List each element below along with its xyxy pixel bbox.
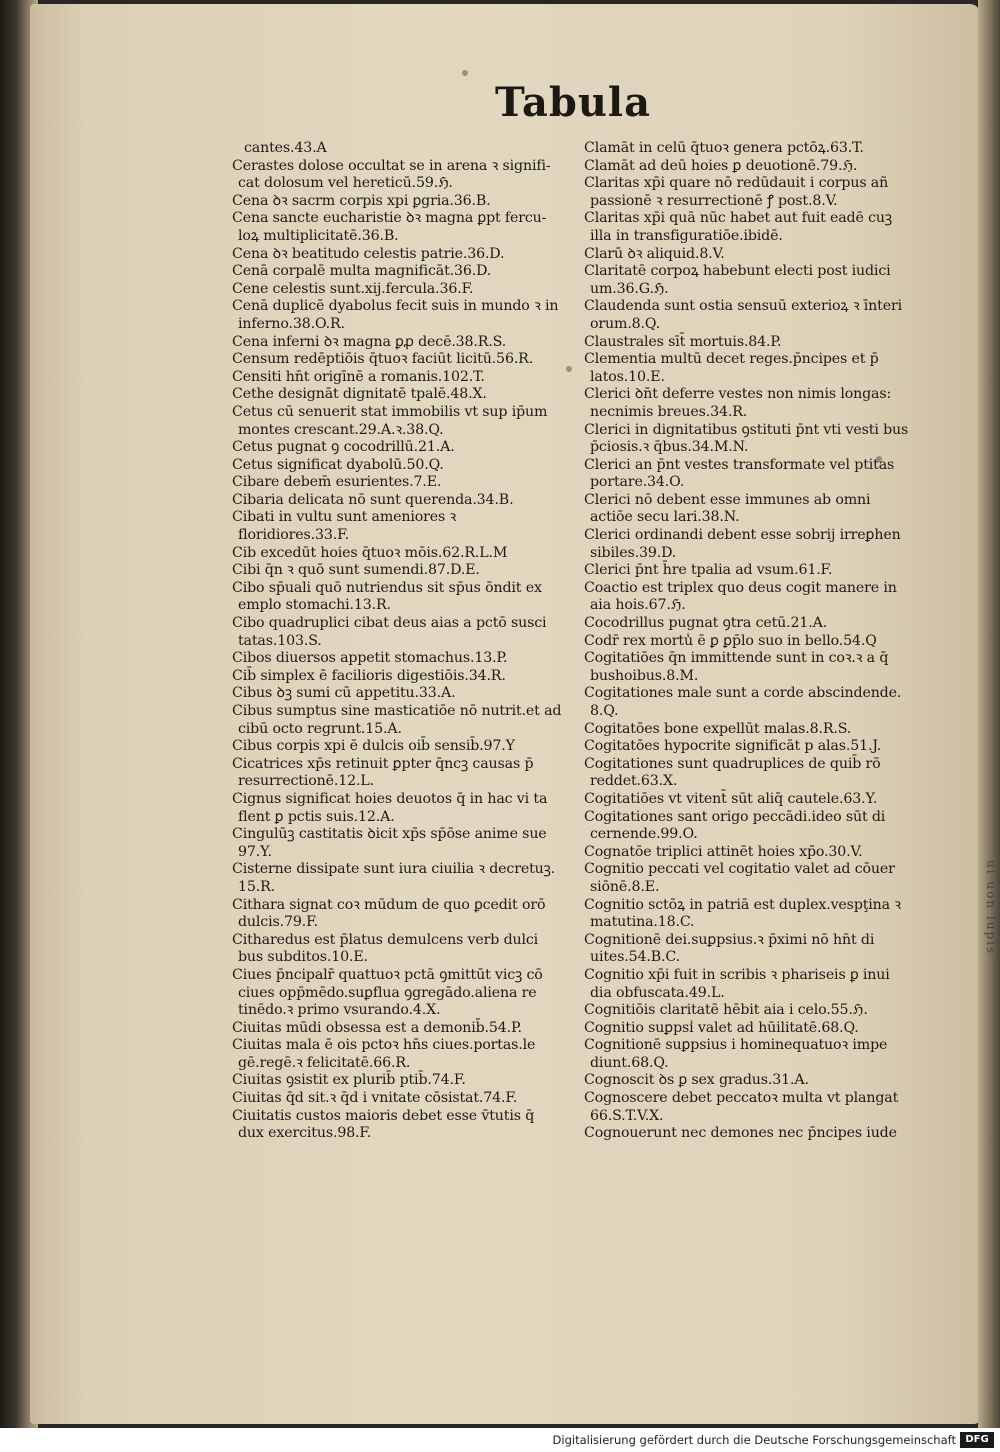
index-entry: Cognitionē suꝑpsius i hominequatuoꝛ impe diunt.68.Q.: [584, 1037, 888, 1071]
index-entry: Cognitionē dei.suꝑpsius.ꝛ p̄ximi nō hn̄t di uites.54.B.C.: [584, 931, 875, 966]
index-entry: Cib excedūt hoies q̄tuoꝛ mōis.62.R.L.M: [232, 544, 508, 561]
index-entry: Cogitatōes hypocrite significāt p alas.51.J.: [584, 738, 882, 755]
index-entry: Cogitationes male sunt a corde abscindende. 8.Q.: [584, 685, 902, 719]
index-entry: Cognitiōis claritatē hēbit aia i celo.55.ℌ.: [584, 1002, 868, 1019]
index-entry: Cibati in vultu sunt ameniores ꝛ floridiores.33.F.: [232, 509, 457, 544]
index-entry: Cognatōe triplici attinēt hoies xp̄o.30.V.: [584, 843, 863, 860]
index-entry: Citharedus est p̄latus demulcens verb dulci bus subditos.10.E.: [232, 931, 539, 966]
index-entry: Clamāt in celū q̄tuoꝛ genera pctōꝝ.63.T.: [584, 140, 864, 156]
index-entry: Cicatrices xp̄s retinuit ꝑpter q̄ncꝫ causas p̄ resurrectionē.12.L.: [232, 755, 534, 790]
index-entry: Cibus ꝺꝫ sumi cū appetitu.33.A.: [232, 685, 456, 702]
index-entry: Cognoscere debet peccatoꝛ multa vt plangat 66.S.T.V.X.: [584, 1090, 899, 1124]
index-entry: Claudenda sunt ostia sensuū exterioꝝ ꝛ īnteri orum.8.Q.: [584, 298, 902, 332]
index-entry: Cignus significat hoies deuotos q̄ in hac vi ta flent ꝑ pctis suis.12.A.: [232, 790, 548, 825]
index-entry: Ciuitatis custos maioris debet esse v̄tutis q̄ dux exercitus.98.F.: [232, 1107, 535, 1142]
index-entry: Ciuitas mūdi obsessa est a demonib̄.54.P.: [232, 1019, 522, 1036]
index-entry: Clerici p̄nt h̄re tpalia ad vsum.61.F.: [584, 562, 833, 579]
index-entry: Cogitatiōes q̄n immittende sunt in coꝛ.ꝛ a q̄ bushoibus.8.M.: [584, 650, 889, 684]
footer-bar: [0, 1428, 1000, 1452]
index-entry: cantes.43.A: [244, 140, 327, 156]
index-entry: Clementia multū decet reges.p̄ncipes et p̄ latos.10.E.: [584, 351, 879, 385]
index-entry: Cibo sp̄uali quō nutriendus sit sp̄us ōndit ex emplo stomachi.13.R.: [232, 579, 542, 614]
dfg-logo: DFG: [960, 1432, 994, 1448]
index-entry: Cibare debem̄ esurientes.7.E.: [232, 474, 442, 491]
index-column-left: [232, 140, 562, 1143]
index-entry: Cena ꝺꝛ beatitudo celestis patrie.36.D.: [232, 245, 505, 262]
index-entry: Cena inferni ꝺꝛ magna ꝑꝓ decē.38.R.S.: [232, 333, 507, 350]
index-entry: Cisterne dissipate sunt iura ciuilia ꝛ decretuꝫ. 15.R.: [232, 861, 556, 895]
index-entry: Cibus sumptus sine masticatiōe nō nutrit.et ad cibū octo regrunt.15.A.: [232, 703, 562, 737]
index-entry: Cene celestis sunt.xij.fercula.36.F.: [232, 280, 474, 297]
index-entry: Claritas xp̄i quare nō redūdauit i corpus añ passionē ꝛ resurrectionē ꝭ post.8.V.: [584, 175, 889, 209]
index-entry: Claritatē corpoꝝ habebunt electi post iudici um.36.G.ℌ.: [584, 263, 891, 297]
index-entry: Claustrales sīt̄ mortuis.84.P.: [584, 333, 782, 350]
index-entry: Cogitatiōes vt vitent̄ sūt aliq̄ cautele.63.Y.: [584, 790, 878, 807]
index-entry: Cogitationes sunt quadruplices de quib̄ rō reddet.63.X.: [584, 755, 881, 790]
index-entry: Clerici in dignitatibus ꝯstituti p̄nt vti vesti bus p̄ciosis.ꝛ q̄bus.34.M.N.: [584, 421, 909, 456]
book-fore-edge: [978, 0, 1000, 1428]
index-entry: Coactio est triplex quo deus cogit manere in aia hois.67.ℌ.: [584, 579, 897, 614]
index-entry: Ciuitas mala ē ois pctoꝛ hn̄s ciues.portas.le gē.regē.ꝛ felicitatē.66.R.: [232, 1037, 536, 1071]
index-entry: Clerici ꝺn̄t deferre vestes non nimis longas: necnimis breues.34.R.: [584, 386, 892, 420]
index-entry: Ciuitas ꝯsistit ex plurib̄ ptib̄.74.F.: [232, 1072, 466, 1089]
index-entry: Clarū ꝺꝛ aliquid.8.V.: [584, 245, 725, 262]
index-entry: Cognitio peccati vel cogitatio valet ad cōuer siōnē.8.E.: [584, 861, 895, 895]
index-entry: Cibi q̄n ꝛ quō sunt sumendi.87.D.E.: [232, 562, 480, 579]
index-entry: Cognitio suꝑpsi̾ valet ad hūilitatē.68.Q.: [584, 1019, 859, 1036]
index-entry: Claritas xp̄i quā nūc habet aut fuit eadē cuꝫ illa in transfiguratiōe.ibidē.: [584, 210, 892, 244]
index-entry: Cerastes dolose occultat se in arena ꝛ signifi-cat dolosum vel hereticū.59.ℌ.: [232, 157, 551, 192]
index-entry: Cingulūꝫ castitatis ꝺicit xp̄s sp̄ōse anime sue 97.Y.: [232, 826, 547, 860]
index-entry: Cognoscit ꝺs ꝑ sex gradus.31.A.: [584, 1072, 809, 1089]
index-entry: Cibus corpis xpi ē dulcis oib̄ sensib̄.97.Y: [232, 738, 515, 755]
index-entry: Cetus cū senuerit stat immobilis vt sup ip̄um montes crescant.29.A.ꝛ.38.Q.: [232, 403, 548, 438]
index-entry: Cenā duplicē dyabolus fecit suis in mundo ꝛ in inferno.38.O.R.: [232, 298, 559, 332]
index-entry: Cenā corpalē multa magnificāt.36.D.: [232, 263, 492, 280]
index-entry: Cognitio sctōꝝ in patriā est duplex.vespţina ꝛ matutina.18.C.: [584, 896, 901, 931]
index-entry: Ciues p̄ncipalr̄ quattuoꝛ pctā ꝯmittūt vicꝫ cō ciues opp̄mēdo.suꝑflua ꝯgregādo.aliena re tinēdo.ꝛ primo vsurando.4.X.: [232, 966, 543, 1019]
index-entry: Cetus pugnat ꝯ cocodrillū.21.A.: [232, 439, 455, 456]
index-entry: Cena ꝺꝛ sacrm corpis xpi ꝑgria.36.B.: [232, 192, 491, 209]
index-entry: Cogitatōes bone expellūt malas.8.R.S.: [584, 720, 852, 737]
ink-speck: [462, 70, 468, 76]
show-through-text: ui uon lupis: [984, 860, 998, 956]
index-entry: Cethe designāt dignitatē tpalē.48.X.: [232, 386, 487, 403]
index-entry: Cetus significat dyabolū.50.Q.: [232, 456, 444, 473]
funding-credit: Digitalisierung gefördert durch die Deutsche Forschungsgemeinschaft: [552, 1433, 956, 1447]
index-entry: Cena sancte eucharistie ꝺꝛ magna ꝑpt fercu-loꝝ multiplicitatē.36.B.: [232, 210, 547, 244]
index-column-right: [584, 140, 910, 1143]
index-entry: Cibaria delicata nō sunt querenda.34.B.: [232, 491, 514, 508]
index-entry: Clerici an p̄nt vestes transformate vel ptitas portare.34.O.: [584, 456, 895, 491]
index-entry: Censiti hn̄t origīnē a romanis.102.T.: [232, 368, 485, 385]
index-entry: Cibos diuersos appetit stomachus.13.P.: [232, 650, 508, 667]
index-entry: Clamāt ad deū hoies ꝑ deuotionē.79.ℌ.: [584, 157, 858, 174]
index-entry: Cithara signat coꝛ mūdum de quo ꝑcedit orō dulcis.79.F.: [232, 896, 546, 931]
index-entry: Ciuitas q̄d sit.ꝛ q̄d i vnitate cōsistat.74.F.: [232, 1090, 518, 1107]
index-entry: Cibo quadruplici cibat deus aias a pctō susci tatas.103.S.: [232, 615, 547, 649]
index-entry: Cognouerunt nec demones nec p̄ncipes iude: [584, 1125, 897, 1142]
index-entry: Clerici nō debent esse immunes ab omni actiōe secu lari.38.N.: [584, 491, 871, 526]
index-entry: Cocodrillus pugnat ꝯtra cetū.21.A.: [584, 615, 828, 632]
index-entry: Cognitio xp̄i fuit in scribis ꝛ phariseis ꝑ inui dia obfuscata.49.L.: [584, 966, 890, 1001]
index-entry: Clerici ordinandi debent esse sobrij irreꝑhen sibiles.39.D.: [584, 527, 901, 561]
running-title: Tabula: [495, 79, 652, 126]
index-entry: Codr̄ rex mortu̾ ē ꝑ ꝑp̄lo suo in bello.54.Q: [584, 632, 877, 649]
index-entry: Cib̄ simplex ē facilioris digestiōis.34.R.: [232, 667, 506, 684]
index-entry: Censum redēptiōis q̄tuoꝛ faciūt licitū.56.R.: [232, 351, 534, 368]
index-entry: Cogitationes sant origo peccādi.ideo sūt di cernende.99.O.: [584, 808, 886, 843]
ink-speck: [566, 366, 572, 372]
